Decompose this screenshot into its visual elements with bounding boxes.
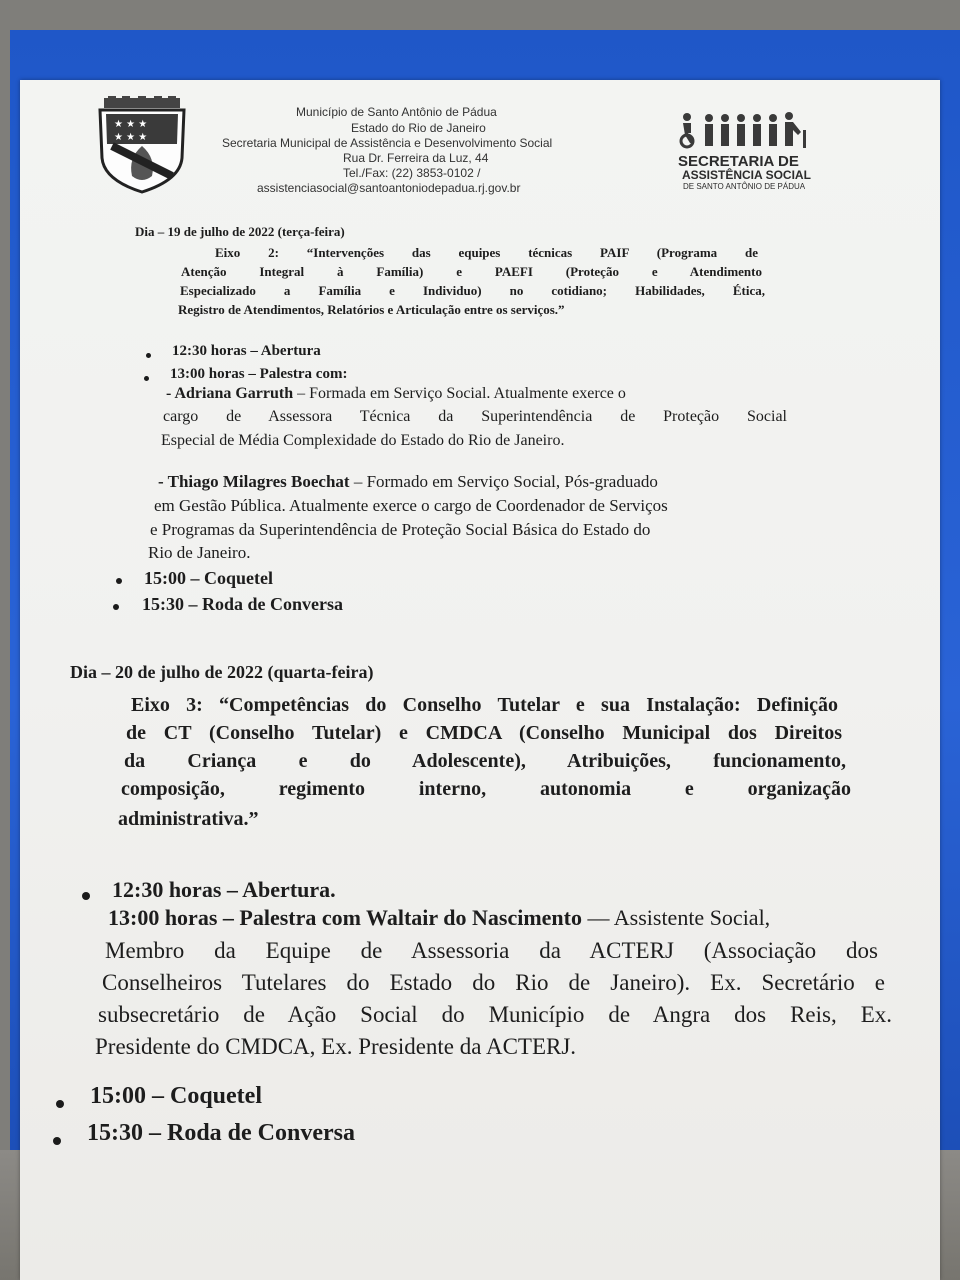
day1-speaker1-line1 [166, 385, 626, 403]
speaker2-name: - Thiago Milagres Boechat [158, 472, 350, 491]
header-line-address: Rua Dr. Ferreira da Luz, 44 [343, 151, 489, 165]
day2-item-lecture-line1 [108, 905, 770, 931]
day1-item-opening: 12:30 horas – Abertura [172, 343, 321, 359]
day2-item-lecture-line5: Presidente do CMDCA, Ex. Presidente da ACTERJ. [95, 1034, 577, 1059]
day2-item-roundtable: 15:30 – Roda de Conversa [87, 1120, 355, 1146]
bullet-icon [82, 892, 90, 900]
people-group-icon [677, 110, 817, 150]
secretaria-assistencia-social-logo [675, 110, 845, 190]
day1-speaker2-line2: em Gestão Pública. Atualmente exerce o cargo de Coordenador de Serviços [154, 496, 668, 515]
day1-item-roundtable: 15:30 – Roda de Conversa [142, 594, 343, 614]
day2-axis-line: Eixo 3: “Competências do Conselho Tutelar e sua Instalação: Definição [131, 694, 838, 716]
municipal-coat-of-arms-logo [92, 96, 192, 194]
day1-speaker2-line3: e Programas da Superintendência de Proteção Social Básica do Estado do [150, 520, 651, 539]
header-line-state: Estado do Rio de Janeiro [351, 121, 486, 135]
header-line-municipality: Município de Santo Antônio de Pádua [296, 105, 497, 119]
bullet-icon [53, 1137, 61, 1145]
day2-lecture-role: — Assistente Social, [581, 905, 771, 930]
day2-item-lecture-line2: Membro da Equipe de Assessoria da ACTERJ (Associação dos [105, 938, 878, 963]
bullet-icon [116, 578, 122, 584]
day1-speaker1-line2: cargo de Assessora Técnica da Superintendência de Proteção Social [163, 408, 787, 425]
svg-text:★ ★ ★: ★ ★ ★ [114, 119, 148, 130]
svg-text:★ ★ ★: ★ ★ ★ [114, 132, 148, 143]
day1-speaker2-line4: Rio de Janeiro. [148, 543, 251, 562]
document-page [20, 80, 940, 1280]
day1-axis-line: Registro de Atendimentos, Relatórios e Articulação entre os serviços.” [178, 302, 565, 317]
bullet-icon [144, 376, 149, 381]
logo-line-municipio: DE SANTO ANTÔNIO DE PÁDUA [683, 182, 806, 191]
day2-axis-line: de CT (Conselho Tutelar) e CMDCA (Conselho Municipal dos Direitos [126, 722, 842, 744]
header-line-phone: Tel./Fax: (22) 3853-0102 / [343, 166, 481, 180]
day1-title: Dia – 19 de julho de 2022 (terça-feira) [135, 224, 345, 239]
day1-speaker1-line3: Especial de Média Complexidade do Estado do Rio de Janeiro. [161, 432, 565, 449]
day1-axis-line: Eixo 2: “Intervenções das equipes técnicas PAIF (Programa de [215, 245, 758, 260]
day2-axis-line: administrativa.” [118, 808, 259, 830]
day2-item-lecture-line3: Conselheiros Tutelares do Estado do Rio de Janeiro). Ex. Secretário e [102, 970, 885, 995]
day1-axis-line: Atenção Integral à Família) e PAEFI (Proteção e Atendimento [181, 264, 762, 279]
day1-axis-line: Especializado a Família e Individuo) no cotidiano; Habilidades, Ética, [180, 283, 765, 298]
day2-item-lecture-line4: subsecretário de Ação Social do Município de Angra dos Reis, Ex. [98, 1002, 892, 1027]
speaker1-text: – Formada em Serviço Social. Atualmente exerce o [293, 385, 626, 402]
logo-line-secretaria: SECRETARIA DE [678, 153, 799, 170]
speaker2-text: – Formado em Serviço Social, Pós-graduado [349, 472, 658, 491]
coat-of-arms-icon [92, 96, 192, 194]
bullet-icon [146, 353, 151, 358]
bullet-icon [56, 1100, 64, 1108]
day2-lecture-speaker: 13:00 horas – Palestra com Waltair do Nascimento [108, 905, 582, 930]
header-line-email: assistenciasocial@santoantoniodepadua.rj.gov.br [257, 181, 521, 195]
day2-item-opening: 12:30 horas – Abertura. [112, 877, 336, 902]
day2-axis-line: composição, regimento interno, autonomia e organização [121, 778, 851, 800]
speaker1-name: - Adriana Garruth [166, 385, 294, 402]
day2-item-cocktail: 15:00 – Coquetel [90, 1083, 262, 1109]
logo-line-assistencia: ASSISTÊNCIA SOCIAL [682, 168, 811, 182]
header-line-secretariat: Secretaria Municipal de Assistência e Desenvolvimento Social [222, 136, 553, 150]
bullet-icon [113, 604, 119, 610]
day2-axis-line: da Criança e do Adolescente), Atribuições, funcionamento, [124, 750, 846, 772]
day1-item-cocktail: 15:00 – Coquetel [144, 568, 273, 588]
day1-item-lecture: 13:00 horas – Palestra com: [170, 366, 348, 382]
day1-speaker2-line1 [158, 472, 658, 492]
day2-title: Dia – 20 de julho de 2022 (quarta-feira) [70, 662, 374, 682]
